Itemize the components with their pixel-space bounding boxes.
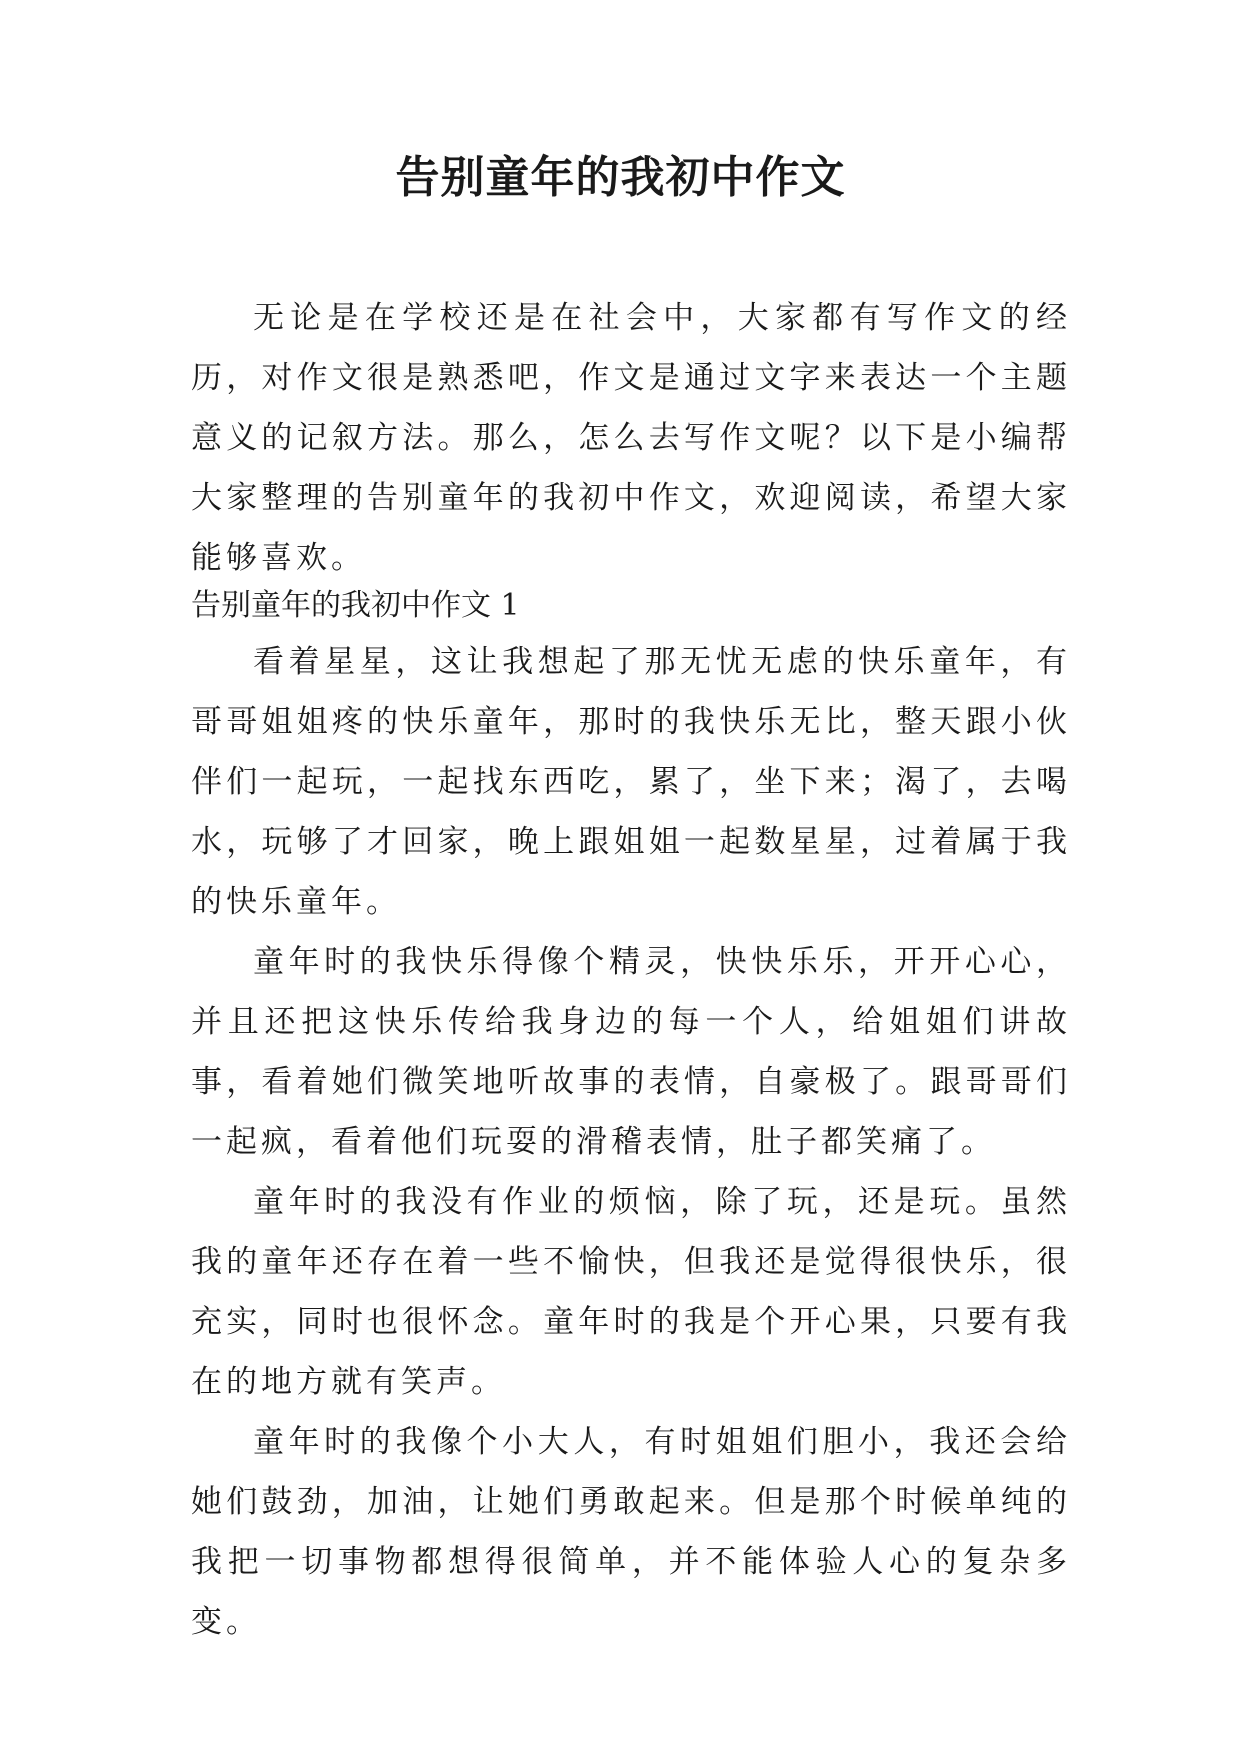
essay-paragraph: 童年时的我快乐得像个精灵，快快乐乐，开开心心，并且还把这快乐传给我身边的每一个人，给姐姐们讲故事，看着她们微笑地听故事的表情，自豪极了。跟哥哥们一起疯，看着他们玩耍的滑稽表情，肚子都笑痛了。 <box>191 944 1071 1160</box>
essay-paragraph: 童年时的我像个小大人，有时姐姐们胆小，我还会给她们鼓劲，加油，让她们勇敢起来。但是那个时候单纯的我把一切事物都想得很简单，并不能体验人心的复杂多变。 <box>191 1424 1071 1640</box>
essay-paragraph: 看着星星，这让我想起了那无忧无虑的快乐童年，有哥哥姐姐疼的快乐童年，那时的我快乐无比，整天跟小伙伴们一起玩，一起找东西吃，累了，坐下来；渴了，去喝水，玩够了才回家，晚上跟姐姐一起数星星，过着属于我的快乐童年。 <box>191 644 1071 920</box>
essay-paragraph: 童年时的我没有作业的烦恼，除了玩，还是玩。虽然我的童年还存在着一些不愉快，但我还是觉得很快乐，很充实，同时也很怀念。童年时的我是个开心果，只要有我在的地方就有笑声。 <box>191 1184 1071 1400</box>
intro-paragraph: 无论是在学校还是在社会中，大家都有写作文的经历，对作文很是熟悉吧，作文是通过文字来表达一个主题意义的记叙方法。那么，怎么去写作文呢？以下是小编帮大家整理的告别童年的我初中作文，欢迎阅读，希望大家能够喜欢。 <box>191 300 1071 576</box>
document-title: 告别童年的我初中作文 <box>395 152 846 203</box>
essay-body <box>191 632 1071 1652</box>
section-heading: 告别童年的我初中作文 1 <box>191 588 520 623</box>
